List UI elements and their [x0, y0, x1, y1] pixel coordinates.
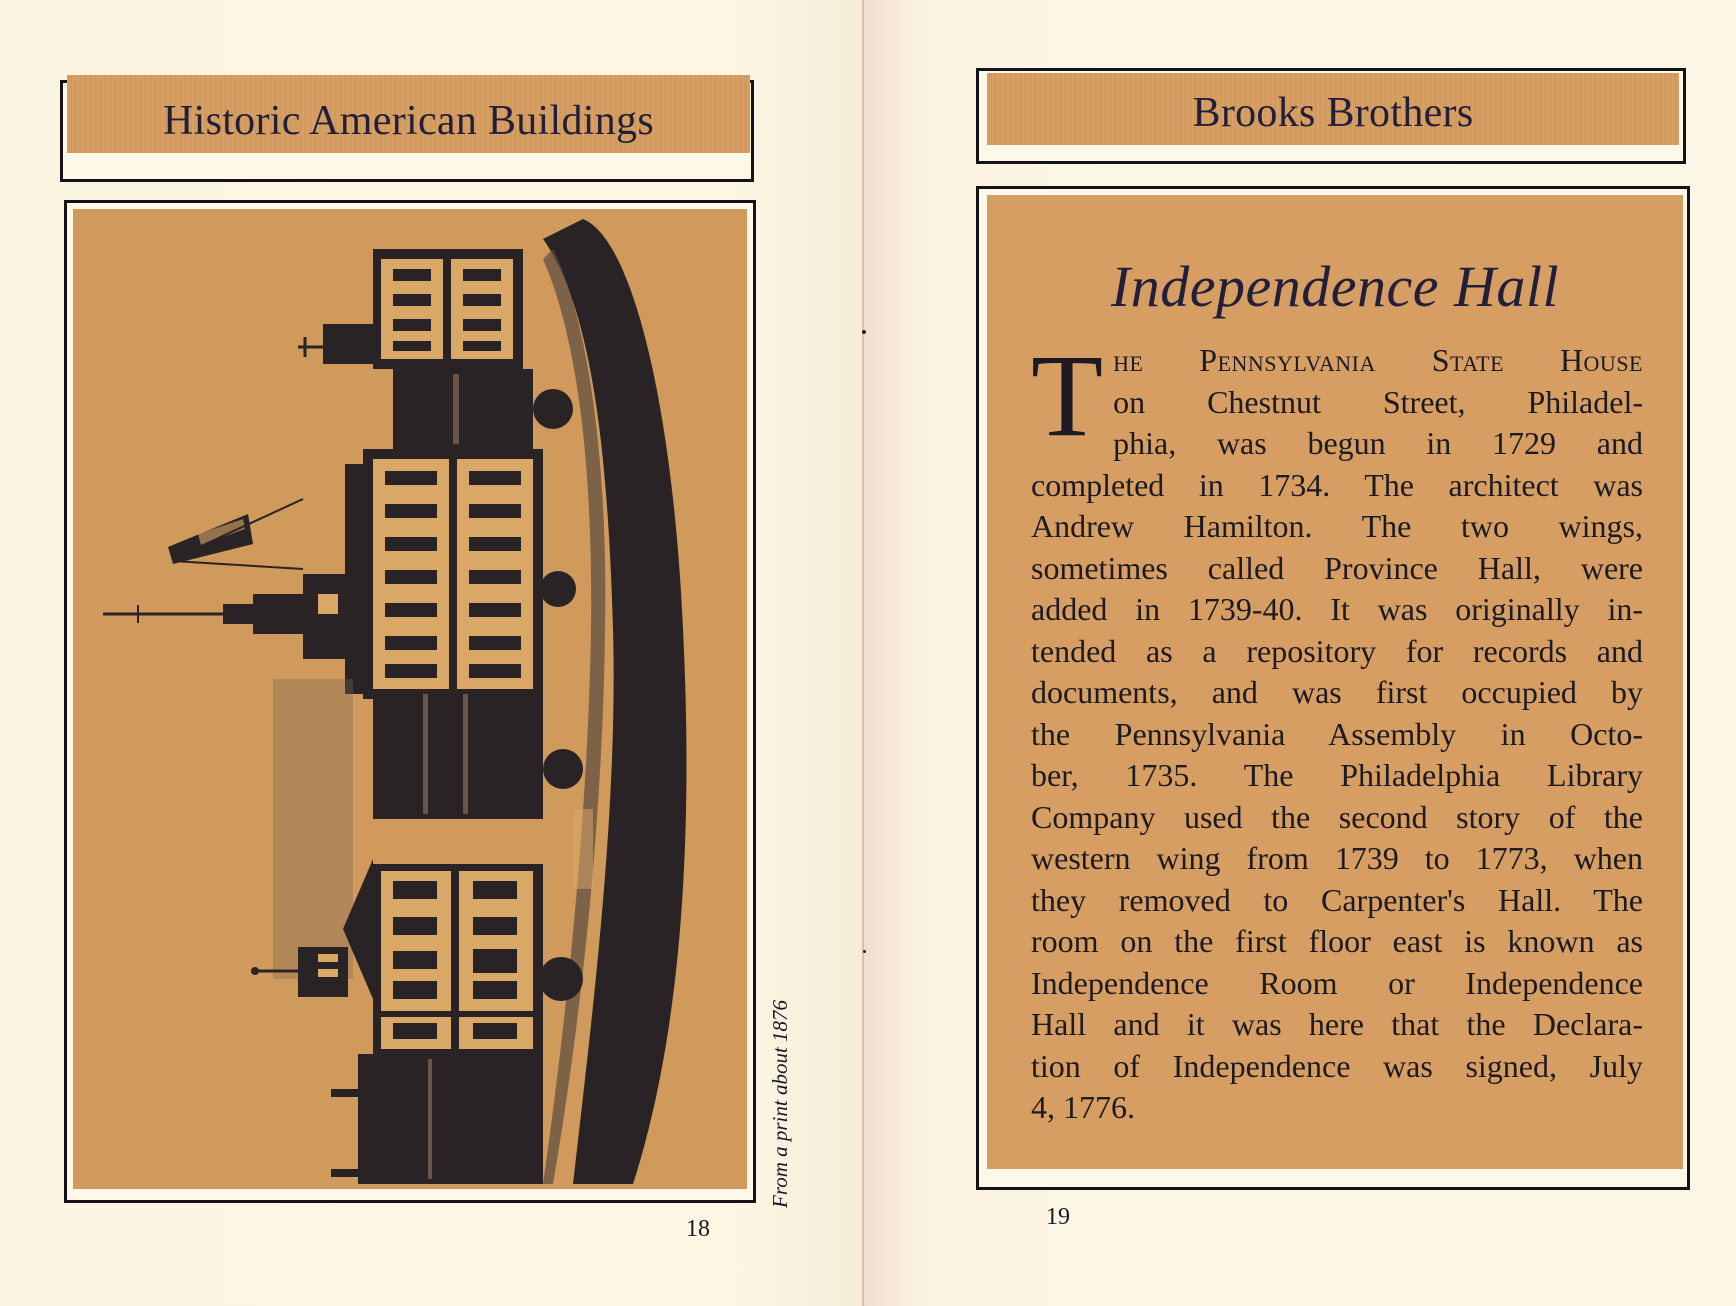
running-head-frame-left — [60, 80, 754, 182]
article-title: Independence Hall — [1110, 254, 1560, 319]
running-head-left: Historic American Buildings — [162, 98, 655, 144]
spine-speck — [862, 330, 866, 334]
article-line: on Chestnut Street, Philadel- — [1113, 383, 1643, 420]
running-head-panel-right — [987, 73, 1679, 145]
article-line: room on the first floor east is known as — [1031, 923, 1643, 959]
article-line: they removed to Carpenter's Hall. The — [1031, 881, 1643, 918]
article-line: Company used the second story of the — [1031, 798, 1643, 835]
article-line: documents, and was first occupied by — [1031, 674, 1643, 710]
book-spine — [862, 0, 864, 1306]
article-line: completed in 1734. The architect was — [1031, 466, 1643, 503]
article-line: sometimes called Province Hall, were — [1031, 549, 1643, 586]
drop-cap: T — [1031, 330, 1104, 461]
independence-hall-engraving-icon — [73, 209, 747, 1189]
article-line: tion of Independence was signed, July — [1031, 1047, 1643, 1084]
article-line: Independence Room or Independence — [1031, 964, 1643, 1001]
article-line: phia, was begun in 1729 and — [1113, 425, 1643, 461]
running-head-right: Brooks Brothers — [1192, 90, 1474, 136]
page-number-right: 19 — [1046, 1204, 1070, 1230]
article-line: tended as a repository for records and — [1031, 632, 1643, 669]
article-body — [1031, 330, 1643, 1129]
article-line: Andrew Hamilton. The two wings, — [1031, 508, 1643, 544]
illustration-caption: From a print about 1876 — [768, 999, 792, 1208]
page-number-left: 18 — [686, 1216, 710, 1242]
article-lead-small-caps: he Pennsylvania State House — [1113, 342, 1643, 378]
running-head-frame-right — [976, 68, 1686, 164]
article-line: western wing from 1739 to 1773, when — [1031, 840, 1643, 876]
article-line: added in 1739-40. It was originally in- — [1031, 591, 1643, 627]
illustration-frame — [64, 200, 756, 1203]
illustration-panel — [73, 209, 747, 1189]
article-line: 4, 1776. — [1031, 1089, 1135, 1125]
article-frame — [976, 186, 1690, 1190]
spine-speck — [863, 950, 866, 953]
article-panel — [987, 195, 1683, 1169]
article-line: the Pennsylvania Assembly in Octo- — [1031, 715, 1643, 752]
article-line: ber, 1735. The Philadelphia Library — [1031, 757, 1643, 793]
article-line: Hall and it was here that the Declara- — [1031, 1006, 1643, 1042]
running-head-panel-left — [67, 75, 750, 153]
